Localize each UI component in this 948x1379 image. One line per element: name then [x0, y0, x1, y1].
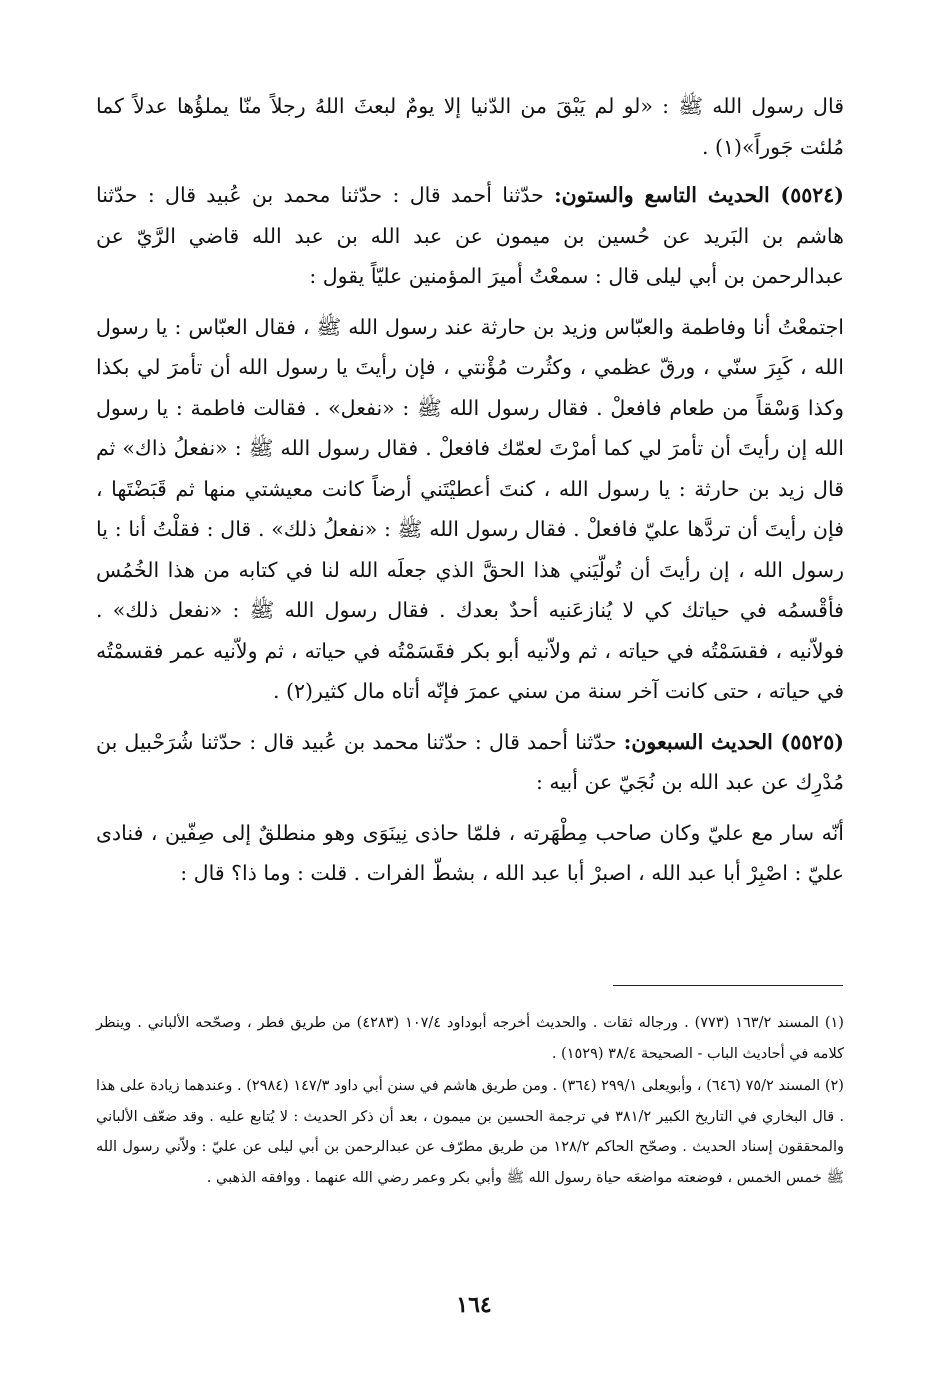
hadith-5525: [96, 722, 844, 803]
hadith-matn: [96, 813, 844, 894]
hadith-isnad: حدّثنا أحمد قال : حدّثنا محمد بن عُبيد قال : حدّثنا شُرَحْبيل بن مُدْرِك عن عبد الله بن نُجَيّ عن أبيه :: [96, 729, 844, 794]
footnote-1: (١) المسند ١٦٣/٢ (٧٧٣) . ورجاله ثقات . والحديث أخرجه أبوداود ١٠٧/٤ (٤٢٨٣) من طريق فطر ، وصحّحه الألباني . وينظر كلامه في أحاديث الباب - الصحيحة ٣٨/٤ (١٥٢٩) .: [96, 1015, 844, 1062]
hadith-matn: [96, 307, 844, 712]
paragraph-text: أنّه سار مع عليّ وكان صاحب مِطْهَرته ، فلمّا حاذى نِينَوَى وهو منطلقٌ إلى صِفّين ، فنادى عليّ : اصْبِرْ أبا عبد الله ، اصبرْ أبا عبد الله ، بشطّ الفرات . قلت : وما ذا؟ قال :: [96, 820, 844, 885]
paragraph-text: اجتمعْتُ أنا وفاطمة والعبّاس وزيد بن حارثة عند رسول الله ﷺ ، فقال العبّاس : يا رسول الله ، كَبِرَ سنّي ، ورقّ عظمي ، وكثُرت مُؤْنتي ، فإن رأيتَ يا رسول الله أن تأمرَ لي بكذا وكذا وَسْقاً من طعام فافعلْ . فقال رسول الله ﷺ : «نفعل» . فقالت فاطمة : يا رسول الله إن رأيتَ أن تأمرَ لي كما أمرْتَ لعمّك فافعلْ . فقال رسول الله ﷺ : «نفعلُ ذاك» ثم قال زيد بن حارثة : يا رسول الله ، كنتَ أعطيْتَني أرضاً كانت معيشتي منها ثم قَبَضْتَها ، فإن رأيتَ أن تردَّها عليّ فافعلْ . فقال رسول الله ﷺ : «نفعلُ ذلك» . قال : فقلْتُ أنا : يا رسول الله ، إن رأيتَ أن تُولّيَني هذا الحقَّ الذي جعلَه الله لنا في كتابه من هذا الخُمُس فأقْسمُه في حياتك كي لا يُنازعَنيه أحدٌ بعدك . فقال رسول الله ﷺ : «نفعل ذلك» . فولاّنيه ، فقسَمْتُه في حياته ، ثم ولاّنيه أبو بكر فقَسَمْتُه في حياته ، ثم ولاّنيه عمر فقسمْتُه في حياته ، حتى كانت آخر سنة من سني عمرَ فإنّه أتاه مال كثير(٢) .: [96, 314, 844, 703]
hadith-heading: (٥٥٢٥) الحديث السبعون:: [623, 729, 844, 754]
hadith-heading: (٥٥٢٤) الحديث التاسع والستون:: [554, 183, 844, 207]
hadith-isnad: حدّثنا أحمد قال : حدّثنا محمد بن عُبيد قال : حدّثنا هاشم بن البَريد عن حُسين بن ميمون عن عبد الله بن عبد الله قاضي الرَّيّ عن عبدالرحمن بن أبي ليلى قال : سمعْتُ أميرَ المؤمنين عليّاً يقول :: [96, 183, 844, 288]
footnote-divider: [613, 985, 843, 986]
paragraph-text: قال رسول الله ﷺ : «لو لم يَبْقَ من الدّنيا إلا يومٌ لبعثَ اللهُ رجلاً منّا يملؤُها عدلاً كما مُلئت جَوراً»(١) .: [96, 94, 844, 159]
hadith-5524: [96, 175, 844, 297]
footnote-2: (٢) المسند ٧٥/٢ (٦٤٦) ، وأبويعلى ٢٩٩/١ (٣٦٤) . ومن طريق هاشم في سنن أبي داود ١٤٧/٣ (٢٩٨٤) . وعندهما زيادة على هذا . قال البخاري في التاريخ الكبير ٣٨١/٢ في ترجمة الحسين بن ميمون ، بعد أن ذكر الحديث : لا يُتابع عليه . وقد ضعّف الألباني والمحققون إسناد الحديث . وصحّح الحاكم ١٢٨/٢ من طريق مطرّف عن عبدالرحمن بن أبي ليلى عن عليّ : ولاّني رسول الله ﷺ خمس الخمس ، فوضعته مواضعَه حياة رسول الله ﷺ وأبي بكر وعمر رضي الله عنهما . ووافقه الذهبي .: [96, 1078, 844, 1186]
page-number: ١٦٤: [456, 1292, 492, 1318]
footnotes: [96, 1008, 844, 1195]
paragraph-hadith-mahdi: [96, 86, 844, 167]
